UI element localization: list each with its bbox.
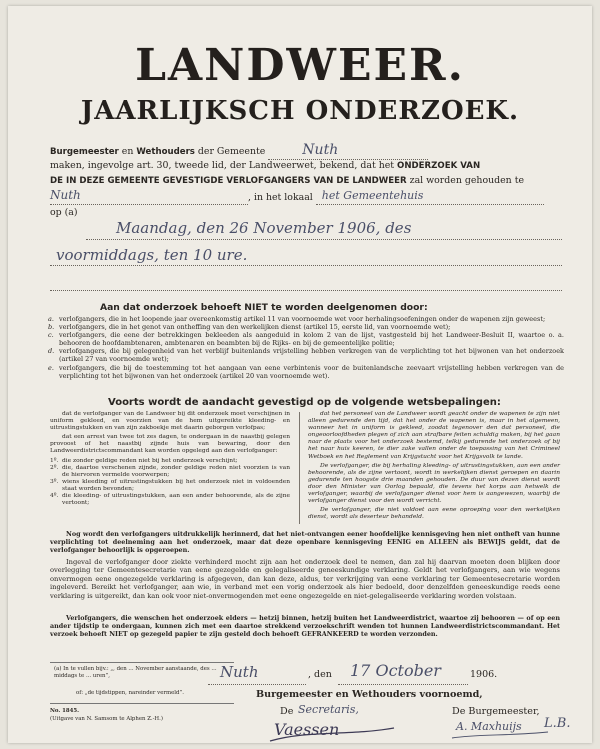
footer-plaats-handwritten: Nuth (220, 663, 259, 681)
datum-handwritten-1: Maandag, den 26 November 1906, des (116, 219, 412, 237)
burgemeester-signature: A. Maxhuijs (456, 720, 522, 733)
footer-den: , den (308, 669, 332, 680)
verlofgangers-text: DE IN DEZE GEMEENTE GEVESTIGDE VERLOFGANGERS VAN DE LANDWEER (50, 176, 407, 186)
ziekte-paragraph: Ingeval de verlofganger door ziekte verhinderd mocht zijn aan het onderzoek deel te nemen, dan zal hij daarvan moeten doen blijken door overlegging ter Gemeentesecretarie van eene gezegelde en gelegaliseerde geneeskundige verklaring. Geldt het verlofgangers, aan wie wegens onvermogen eene ongezegelde verklaring is afgegeven, dan kan deze, aldus, ter verkrijging van eene verklaring ter Gemeentesecretarie worden ingeleverd. Bereikt het verlofganger, aan wie, in verband met een vorig onderzoek als hier bedoeld, door denzelfden geneeskundige reeds eene verklaring is uitgereikt, dan kan ook voor niet-onvermogenden met eene ongezegelde en niet-gelegaliseerde verklaring worden volstaan. (50, 558, 560, 600)
wets-left-column: dat de verlofganger van de Landweer bij dit onderzoek moet verschijnen in uniform gekleed, en voorzien van de hem uitgereikte kleeding- en uitrustingstukken en van zijn zakboekje met daarin geborgen verlofpas; dat een arrest van twee tot zes dagen, te ondergaan in de naastbij gelegen provoost of het naastbij zijnde huis van bewaring, door den Landweerdistrictscommandant kan worden opgelegd aan den verlofganger: 1º. die zonder geldige reden niet bij het onderzoek verschijnt; 2º. die, daartoe verschenen zijnde, zonder geldige reden niet voorzien is van de hiervoren vermelde voorwerpen; 3º. wiens kleeding of uitrustingstukken bij het onderzoek niet in voldoenden staat worden bevonden; 4º. die kleeding- of uitrustingstukken, aan een ander behoorende, als de zijne vertoont; (50, 411, 290, 507)
intro-text: Burgemeester en Wethouders der Gemeente Nuth maken, ingevolge art. 30, tweede lid, der Landweerwet, bekend, dat het ONDERZOEK VAN DE IN DEZE GEMEENTE GEVESTIGDE VERLOFGANGERS VAN DE LANDWEER zal worden gehouden te Nuth , in het lokaal het Gemeentehuis op (a) (50, 143, 560, 221)
wets-heading: Voorts wordt de aandacht gevestigd op de volgende wetsbepalingen: (108, 397, 501, 408)
list-item: a. verlofgangers, die in het loopende jaar overeenkomstig artikel 11 van voornoemde wet voor herhalingsoefeningen onder de wapenen zijn geweest; (48, 315, 546, 323)
lokaal-handwritten: het Gemeentehuis (321, 189, 424, 202)
gemeente-handwritten: Nuth (302, 142, 339, 158)
de-label: De (280, 706, 294, 717)
list-item: d. verlofgangers, die bij gelegenheid van het verblijf buitenlands vrijstelling hebben verkregen van de verplichting tot het bijwonen van het onderzoek (artikel 27 van voornoemde wet); (48, 347, 564, 364)
wets-right-column: dat het personeel van de Landweer wordt geacht onder de wapenen te zijn niet alleen gedurende den tijd, dat het onder de wapenen is, maar in het algemeen, wanneer het in uniform is gekleed, zoodat tegenover den dat personeel, die ongeoorloofdheden plegen of zich aan strafbare feiten schuldig maken, bij het gaan naar de plaats voor het onderzoek bestemd, telkij gedurende het onderzoek of bij het naar huis keeren, te dier zake vallen onder de toepassing van het Crimineel Wetboek en het Reglement van Krijgstucht voor het Krijgsvolk te lande. De verlofganger, die bij herhaling kleeding- of uitrustingstukken, aan een ander behoorende, als de zijne vertoont, wordt in werkelijken dienst geroepen en daarin gedurende ten hoogste drie maanden gehouden. De duur van dezen dienst wordt door den Minister van Oorlog bepaald, die tevens het korps aan hetwelk de verlofganger, waarbij de verlofganger dienst voor hem is aangewezen, waarbij de verlofganger dienst voor den wordt verricht. De verlofganger, die niet voldoet aan eene oproeping voor den werkelijken dienst, wordt als deserteur behandeld. (308, 411, 560, 521)
niet-heading: Aan dat onderzoek behoeft NIET te worden deelgenomen door: (100, 302, 428, 313)
footer-jaar: 1906. (470, 669, 498, 680)
poster-title: LANDWEER. (135, 40, 465, 91)
elders-paragraph: Verlofgangers, die wenschen het onderzoek elders — hetzij binnen, hetzij buiten het Landweerdistrict, waartoe zij behooren — of op een ander tijdstip te ondergaan, kunnen zich met een daartoe strekkend verzoekschrift wenden tot hunnen Landweerdistrictscommandant. Het verzoek behoeft NIET op gezegeld papier te zijn gesteld doch behoeft GEFRANKEERD te worden verzonden. (50, 614, 560, 638)
initials-handwritten: L.B. (544, 716, 571, 731)
poster-subtitle: JAARLIJKSCH ONDERZOEK. (80, 96, 520, 126)
wethouders-word: Wethouders (136, 147, 195, 157)
datum-handwritten-2: voormiddags, ten 10 ure. (56, 246, 248, 264)
footer-datum-handwritten: 17 October (350, 661, 441, 680)
onderzoek-van-text: ONDERZOEK VAN (397, 161, 481, 171)
printer-credit: (Uitgave van N. Samsom te Alphen Z.-H.) (50, 716, 163, 722)
list-item: b. verlofgangers, die in het genot van ontheffing van den werkelijken dienst (artikel 15, eerste lid, van voornoemde wet); (48, 323, 451, 332)
print-number: No. 1845. (50, 708, 80, 714)
list-item: e. verlofgangers, die bij de toestemming tot het aangaan van eene verbintenis voor de buitenlandsche zeevaart vrijstelling hebben verkregen van de verplichting tot het bijwonen van het onderzoek (artikel 20 van voornoemde wet). (48, 363, 564, 380)
bw-signature-line: Burgemeester en Wethouders voornoemd, (256, 689, 483, 700)
list-item: c. verlofgangers, die eene der betrekkingen bekleeden als aangeduid in kolom 2 van de lijst, vastgesteld bij het Landweer-Besluit II, waartoe o. a. behooren de hoofdambtenaren, ambtenaren en beambten bij de Rijks- en bij de gemeentelijke politie; (48, 331, 564, 348)
burgemeester-word: Burgemeester (50, 147, 119, 157)
plaats-handwritten: Nuth (50, 188, 81, 202)
footnote-b: of: „de tijdstippen, nareinder vermeld”. (76, 690, 184, 696)
herinnering-paragraph: Nog wordt den verlofgangers uitdrukkelijk herinnerd, dat het niet-ontvangen eener hoofdelijke kennisgeving hen niet ontheft van hunne verplichting tot deelneming aan het onderzoek, maar dat deze openbare kennisgeving EENIG en ALLEEN als BEWIJS geldt, dat de verlofganger behoorlijk is opgeroepen. (50, 530, 560, 554)
burgemeester-label: De Burgemeester, (452, 706, 540, 717)
secretaris-handwritten: Secretaris, (298, 703, 359, 716)
footnote-a: (a) In te vullen bijv.: „, den ... November aanstaande, des ... middags te ... uren”, (54, 666, 217, 679)
poster-sheet (8, 6, 592, 743)
op-label: op (a) (50, 207, 78, 218)
signature-flourish (8, 6, 592, 743)
secretaris-signature: Vaessen (274, 720, 340, 739)
